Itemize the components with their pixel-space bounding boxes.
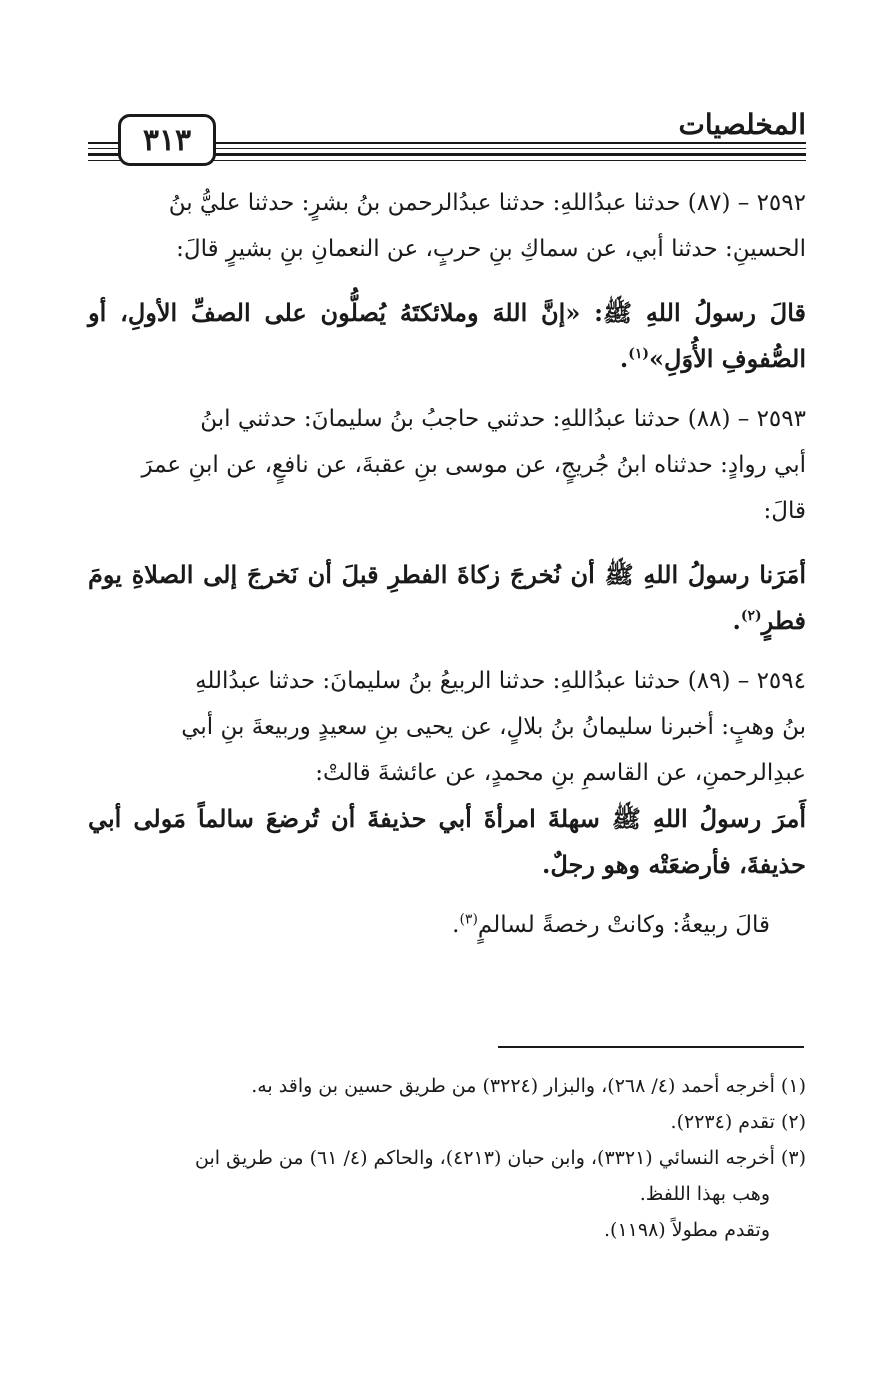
isnad-line: قالَ: (763, 498, 806, 524)
sentence-end: . (452, 912, 460, 938)
isnad-line: ٢٥٩٤ – (٨٩) حدثنا عبدُاللهِ: حدثنا الربيعُ بنُ سليمانَ: حدثنا عبدُاللهِ (195, 668, 806, 694)
footnote-marker: (٢) (740, 608, 762, 624)
footnote-separator (498, 1046, 804, 1048)
page-header (88, 108, 806, 168)
matn-text: أَمرَ رسولُ اللهِ ﷺ سهلةَ امرأةَ أبي حذيفةَ أن تُرضعَ سالماً مَولى أبي حذيفةَ، فأرضعَتْه وهو رجلٌ. (88, 804, 806, 879)
running-title: المخلصيات (678, 108, 806, 141)
isnad-line: ٢٥٩٢ – (٨٧) حدثنا عبدُاللهِ: حدثنا عبدُالرحمن بنُ بشرٍ: حدثنا عليُّ بنُ (168, 190, 806, 216)
isnad-line: ٢٥٩٣ – (٨٨) حدثنا عبدُاللهِ: حدثني حاجبُ بنُ سليمانَ: حدثني ابنُ (200, 406, 806, 432)
footnote-3-continued: وهب بهذا اللفظ. (639, 1183, 770, 1205)
page-number: ٣١٣ (118, 114, 216, 166)
hadith-2593 (88, 396, 806, 644)
isnad-line: الحسينِ: حدثنا أبي، عن سماكِ بنِ حربٍ، عن النعمانِ بنِ بشيرٍ قالَ: (176, 236, 806, 262)
isnad-line: أبي روادٍ: حدثناه ابنُ جُريجٍ، عن موسى بنِ عقبةَ، عن نافعٍ، عن ابنِ عمرَ (141, 452, 806, 478)
footnotes (88, 1068, 806, 1248)
closing-line (88, 902, 806, 948)
matn-text (88, 290, 806, 382)
hadith-2592 (88, 180, 806, 382)
footnote-marker: (١) (628, 346, 650, 362)
sentence-end: . (732, 606, 741, 635)
matn-body: قالَ رسولُ اللهِ ﷺ: «إنَّ اللهَ وملائكتَهُ يُصلُّون على الصفِّ الأولِ، أو الصُّفوفِ الأُوَلِ» (88, 298, 806, 373)
sentence-end: . (619, 344, 629, 373)
main-text (88, 180, 806, 952)
footnote-2: (٢) تقدم (٢٢٣٤). (670, 1111, 806, 1133)
isnad-line: عبدِالرحمنِ، عن القاسمِ بنِ محمدٍ، عن عائشةَ قالتْ: (315, 760, 806, 786)
footnote-1: (١) أخرجه أحمد (٤/ ٢٦٨)، والبزار (٣٢٢٤) من طريق حسين بن واقد به. (251, 1075, 806, 1097)
footnote-3-continued: وتقدم مطولاً (١١٩٨). (604, 1219, 770, 1241)
matn-text (88, 552, 806, 644)
footnote-3: (٣) أخرجه النسائي (٣٣٢١)، وابن حبان (٤٢١٣)، والحاكم (٤/ ٦١) من طريق ابن (195, 1147, 806, 1169)
isnad-line: بنُ وهبٍ: أخبرنا سليمانُ بنُ بلالٍ، عن يحيى بنِ سعيدٍ وربيعةَ بنِ أبي (181, 714, 806, 740)
hadith-2594 (88, 658, 806, 948)
matn-body: أمَرَنا رسولُ اللهِ ﷺ أن نُخرجَ زكاةَ الفطرِ قبلَ أن نَخرجَ إلى الصلاةِ يومَ فطرٍ (88, 560, 806, 635)
footnote-marker: (٣) (459, 911, 478, 928)
closing-text: قالَ ربيعةُ: وكانتْ رخصةً لسالمٍ (477, 912, 770, 938)
